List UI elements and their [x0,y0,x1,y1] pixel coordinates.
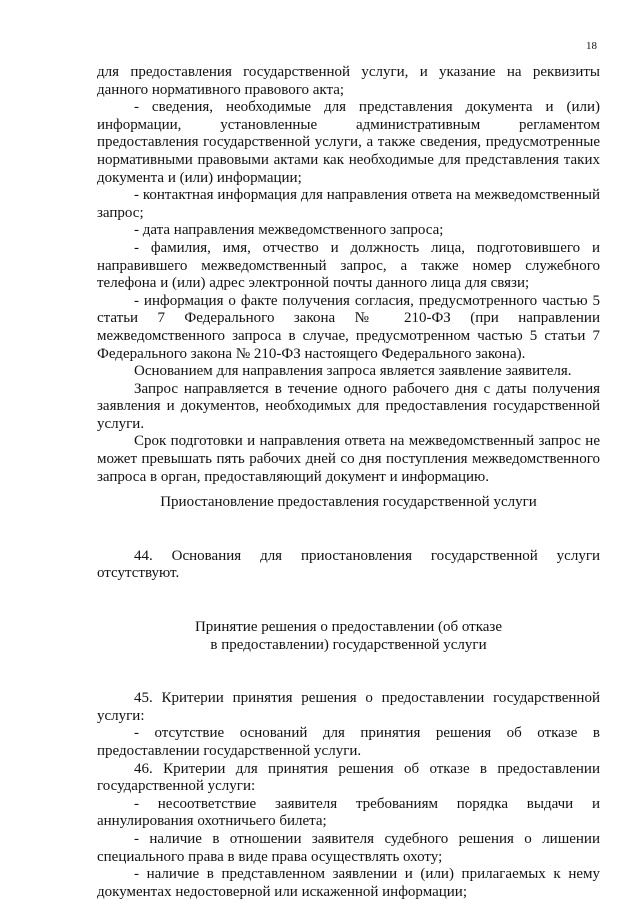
paragraph-44: 44. Основания для приостановления государственной услуги отсутствуют. [97,547,600,582]
list-item: - дата направления межведомственного запроса; [134,222,444,239]
paragraph: для предоставления государственной услуги, и указание на реквизиты данного нормативного правового акта; [97,64,600,98]
document-body [97,64,600,901]
paragraph: Основанием для направления запроса является заявление заявителя. [134,363,572,380]
paragraph: Срок подготовки и направления ответа на межведомственный запрос не может превышать пять рабочих дней со дня поступления межведомственного запроса в орган, предоставляющий документ и информацию. [97,433,600,485]
list-item: - наличие в представленном заявлении и (или) прилагаемых к нему документах недостоверной или искаженной информации; [97,866,600,900]
list-item: - несоответствие заявителя требованиям порядка выдачи и аннулирования охотничьего билета; [97,795,600,830]
list-item: - сведения, необходимые для представления документа и (или) информации, установленные административным регламентом предоставления государственной услуги, а также сведения, предусмотренные нормативными правовыми актами как необходимые для представления таких документа и (или) информации; [97,99,600,186]
paragraph-46: 46. Критерии для принятия решения об отказе в предоставлении государственной услуги: [97,760,600,795]
list-item: - фамилия, имя, отчество и должность лица, подготовившего и направившего межведомственный запрос, а также номер служебного телефона и (или) адрес электронной почты данного лица для связи; [97,239,600,292]
paragraph-45: 45. Критерии принятия решения о предоставлении государственной услуги: [97,690,600,724]
list-item: - контактная информация для направления ответа на межведомственный запрос; [97,187,600,221]
section-heading-decision-line-2: в предоставлении) государственной услуги [210,636,487,653]
paragraph: Запрос направляется в течение одного рабочего дня с даты получения заявления и документов, необходимых для предоставления государственной услуги. [97,380,600,432]
list-item: - отсутствие оснований для принятия решения об отказе в предоставлении государственной услуги. [97,725,600,759]
list-item: - наличие в отношении заявителя судебного решения о лишении специального права в виде права осуществлять охоту; [97,830,600,865]
section-heading-suspension: Приостановление предоставления государственной услуги [160,494,537,511]
list-item: - информация о факте получения согласия, предусмотренного частью 5 статьи 7 Федерального закона № 210-ФЗ (при направлении межведомственного запроса в случае, предусмотренном частью 5 статьи 7 Федерального закона № 210-ФЗ настоящего Федерального закона). [97,292,600,362]
section-heading-decision-line-1: Принятие решения о предоставлении (об отказе [194,619,503,636]
page-number: 18 [586,40,597,52]
